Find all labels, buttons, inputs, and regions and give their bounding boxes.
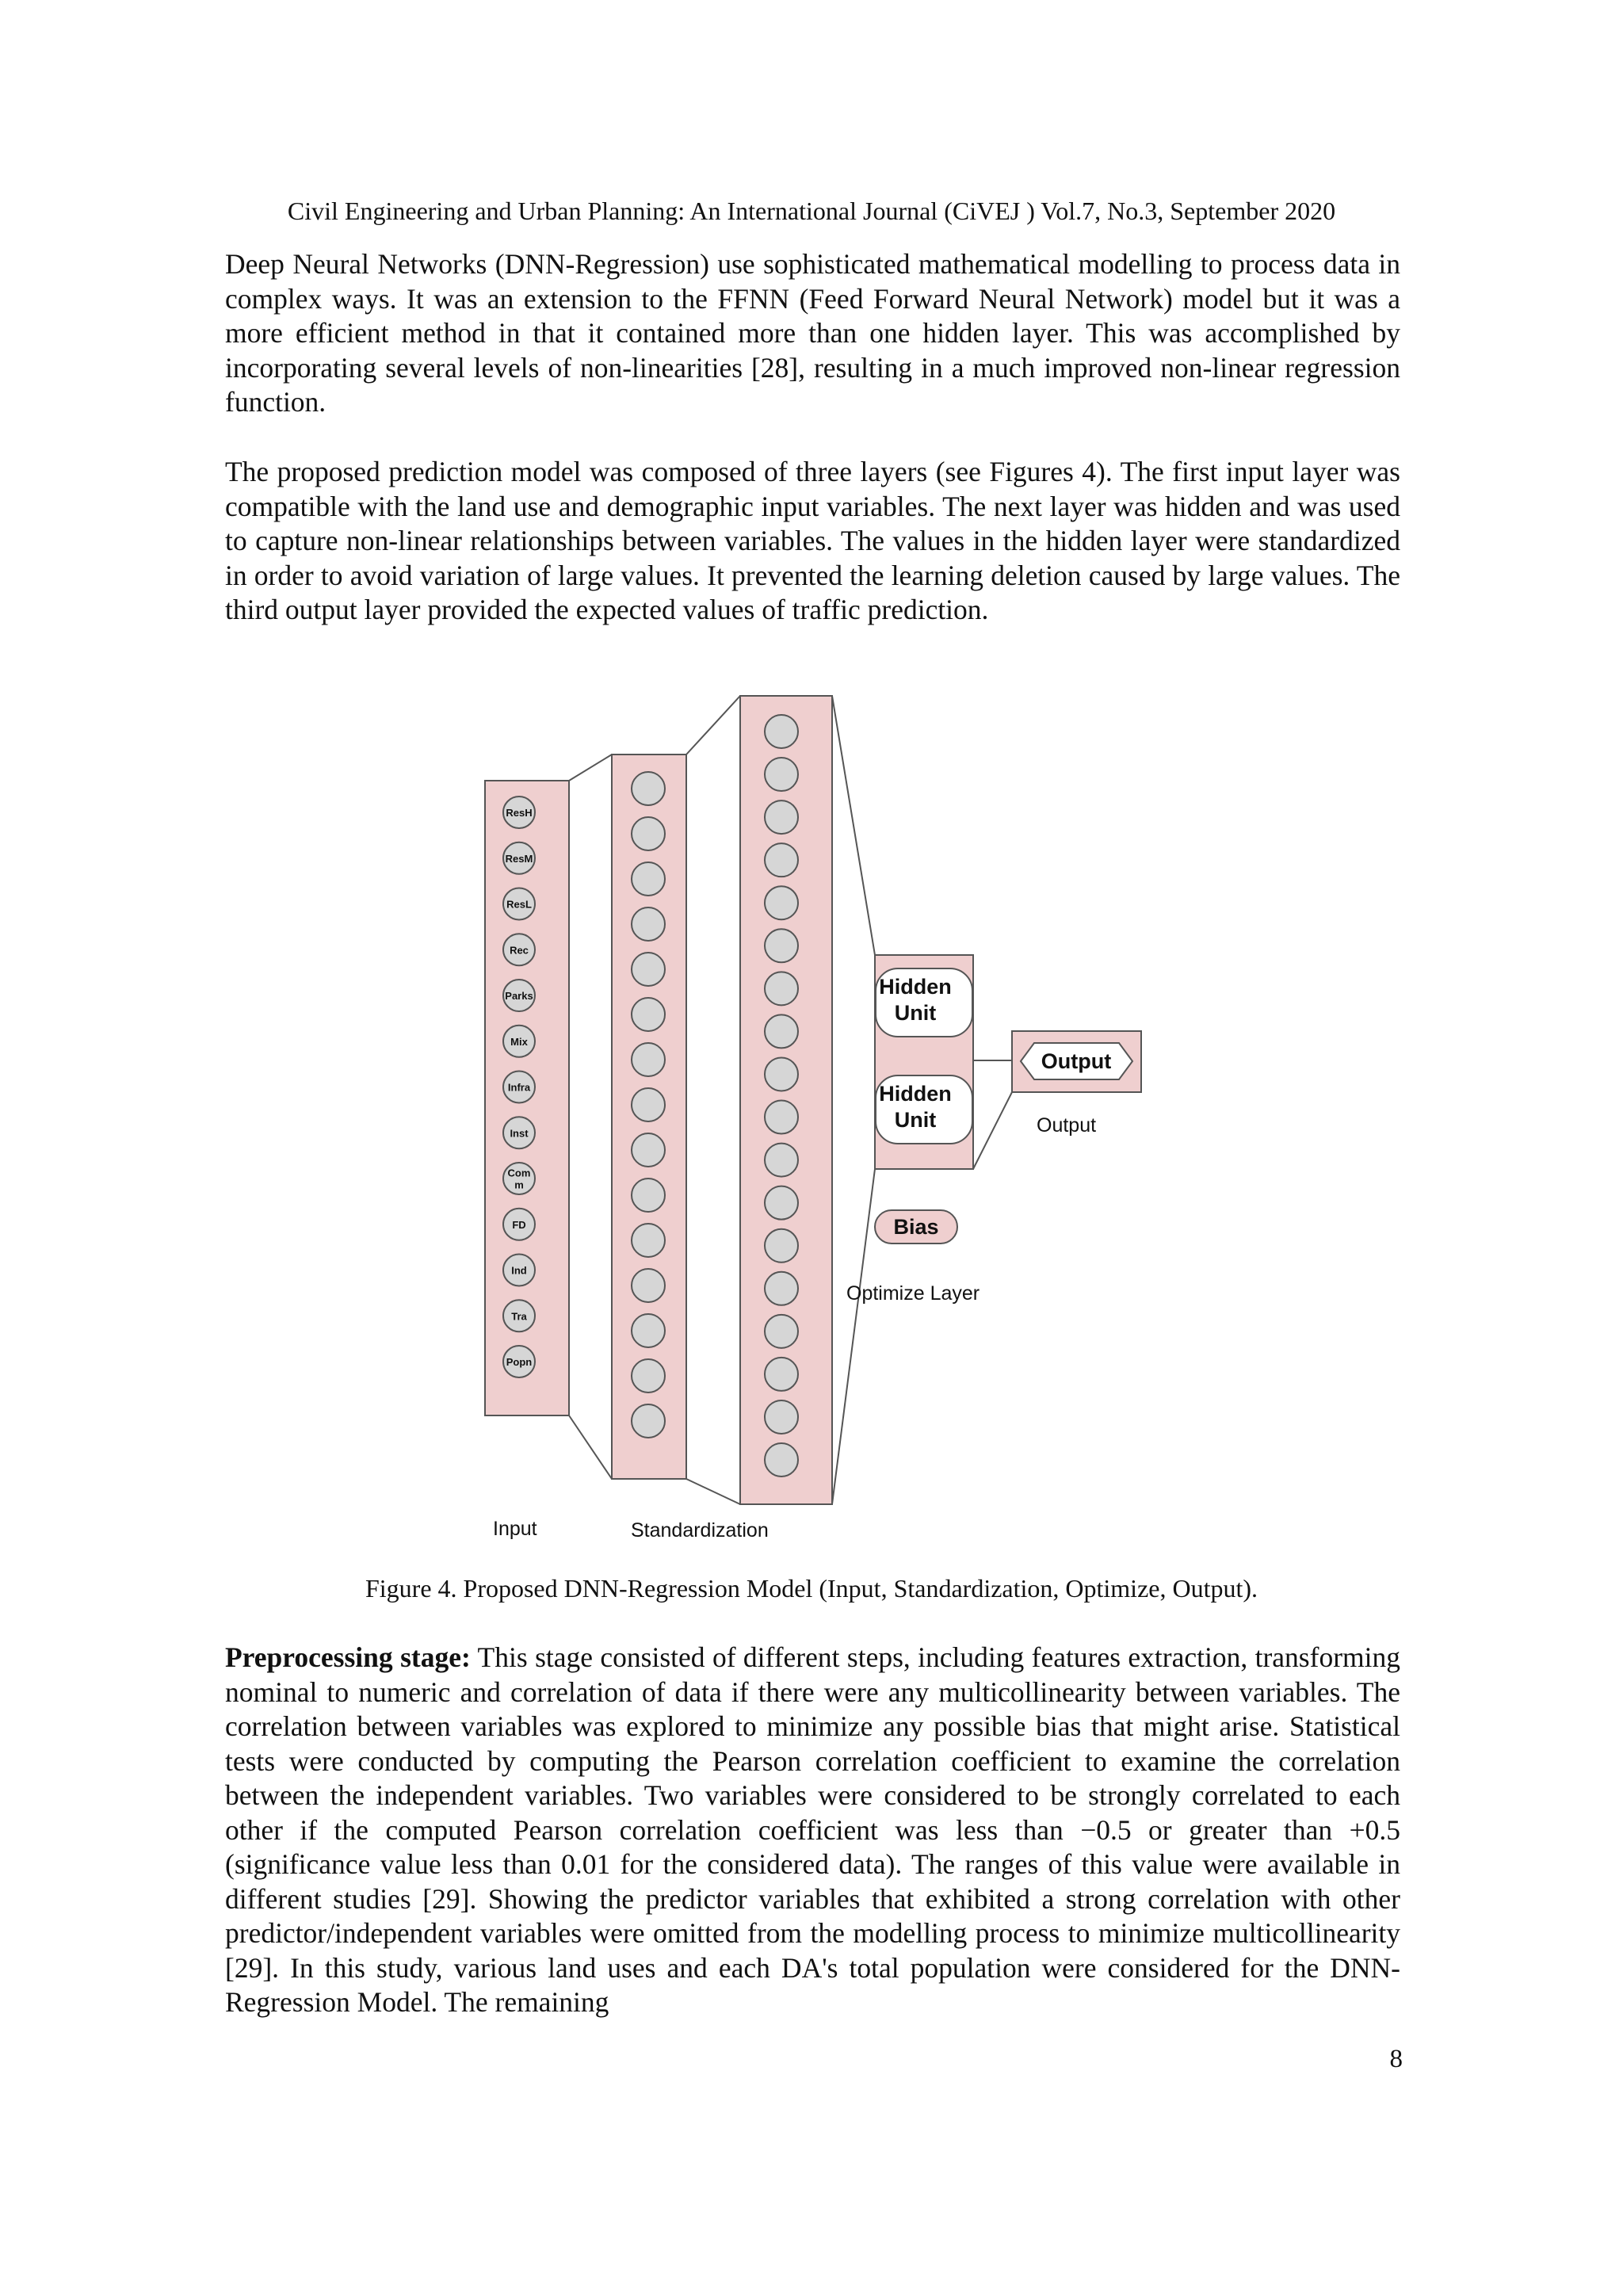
wide-layer-node [765,800,798,834]
input-node-label: m [514,1179,524,1191]
input-node-label: Com [507,1167,531,1179]
layer-label-optimize: Optimize Layer [846,1282,980,1305]
standardization-node [632,1133,665,1167]
wide-layer-node [765,1358,798,1391]
running-header: Civil Engineering and Urban Planning: An International Journal (CiVEJ ) Vol.7, No.3, September 2020 [287,197,1336,225]
input-node [503,888,535,920]
input-node-label: Parks [505,990,533,1002]
input-node [503,1072,535,1103]
figure-caption: Figure 4. Proposed DNN-Regression Model (Input, Standardization, Optimize, Output). [365,1574,1258,1603]
bias-label: Bias [893,1215,939,1239]
standardization-node [632,998,665,1031]
paragraph-dnn-intro: Deep Neural Networks (DNN-Regression) use sophisticated mathematical modelling to process data in complex ways. It was an extension to the FFNN (Feed Forward Neural Network) model but it was a more efficient method in that it contained more than one hidden layer. This was accomplished by incorporating several levels of non-linearities [28], resulting in a much improved non-linear regression function. [225,248,1400,418]
layer-label-input: Input [493,1518,537,1540]
wide-layer-node [765,1229,798,1263]
page-number: 8 [1389,2045,1403,2073]
paragraph-model-layers: The proposed prediction model was composed of three layers (see Figures 4). The first input layer was compatible with the land use and demographic input variables. The next layer was hidden and was used to capture non-linear relationships between variables. The values in the hidden layer were standardized in order to avoid variation of large values. It prevented the learning deletion caused by large values. The third output layer provided the expected values of traffic prediction. [225,456,1400,625]
bias-node [875,1210,957,1244]
wide-layer-node [765,1144,798,1177]
hidden-unit-2-label-line2: Unit [894,1108,937,1132]
wide-layer-node [765,1272,798,1305]
standardization-node [632,1224,665,1257]
standardization-node [632,1404,665,1438]
output-node [1021,1043,1132,1079]
hidden-unit-1 [876,968,972,1037]
input-node-label: Tra [511,1310,527,1323]
input-node [503,842,535,874]
paragraph-preprocessing [225,1641,1400,2020]
standardization-node [632,1359,665,1392]
input-node [503,1346,535,1377]
input-node [503,1209,535,1240]
wide-layer-node [765,1443,798,1477]
standardization-node [632,1269,665,1302]
hidden-unit-2-label-line1: Hidden [879,1082,952,1106]
standardization-nodes [632,772,665,1438]
input-node-label: Inst [510,1127,529,1140]
hidden-unit-1-label-line2: Unit [894,1001,937,1025]
input-node [503,934,535,965]
input-node-label: Rec [510,944,529,957]
wide-layer-node [765,972,798,1005]
wide-layer-node [765,886,798,919]
input-node-label: Ind [511,1264,527,1277]
wide-layer-node [765,1315,798,1348]
input-node-label: ResH [506,807,533,819]
input-node [503,1026,535,1057]
wide-layer-node [765,843,798,877]
input-node [503,1300,535,1331]
wide-layer-node [765,715,798,748]
input-node-label: Infra [507,1081,531,1094]
input-node-label: Popn [506,1356,533,1368]
input-node [503,797,535,828]
input-node [503,1163,535,1194]
standardization-node [632,772,665,805]
input-node [503,980,535,1011]
hidden-unit-1-label-line1: Hidden [879,975,952,999]
standardization-node [632,1088,665,1121]
wide-layer-node [765,1057,798,1091]
hidden-unit-2 [876,1075,972,1144]
wide-layer-node [765,1186,798,1220]
wide-layer-node [765,929,798,962]
layer-label-standardization: Standardization [631,1519,769,1541]
output-box-label: Output [1041,1049,1112,1073]
wide-layer-node [765,1101,798,1134]
standardization-node [632,817,665,850]
input-node-label: ResM [505,852,533,865]
wide-layer-node [765,758,798,791]
standardization-node [632,1314,665,1347]
standardization-node [632,1179,665,1212]
standardization-node [632,907,665,941]
input-node-label: FD [512,1218,526,1231]
wide-layer-node [765,1400,798,1434]
layer-label-output: Output [1037,1114,1097,1137]
input-node-label: ResL [506,898,532,911]
input-node [503,1117,535,1148]
input-node [503,1255,535,1286]
input-node-label: Mix [510,1035,528,1048]
standardization-node [632,1043,665,1076]
standardization-node [632,862,665,896]
standardization-node [632,953,665,986]
wide-layer-node [765,1014,798,1048]
paragraph-preprocessing-body: This stage consisted of different steps, including features extraction, transforming nominal to numeric and correlation of data if there were any multicollinearity between variables. The correlation between variables was explored to minimize any possible bias that might arise. Statistical tests were conducted by computing the Pearson correlation coefficient to examine the correlation between the independent variables. Two variables were considered to be strongly correlated to each other if the computed Pearson correlation coefficient was less than −0.5 or greater than +0.5 (significance value less than 0.01 for the considered data). The ranges of this value were available in different studies [29]. Showing the predictor variables that exhibited a strong correlation with other predictor/independent variables were omitted from the modelling process to minimize multicollinearity [29]. In this study, various land uses and each DA's total population were considered for the DNN-Regression Model. The remaining [225,1641,1400,2018]
paragraph-lead-heading: Preprocessing stage: [225,1641,471,1673]
